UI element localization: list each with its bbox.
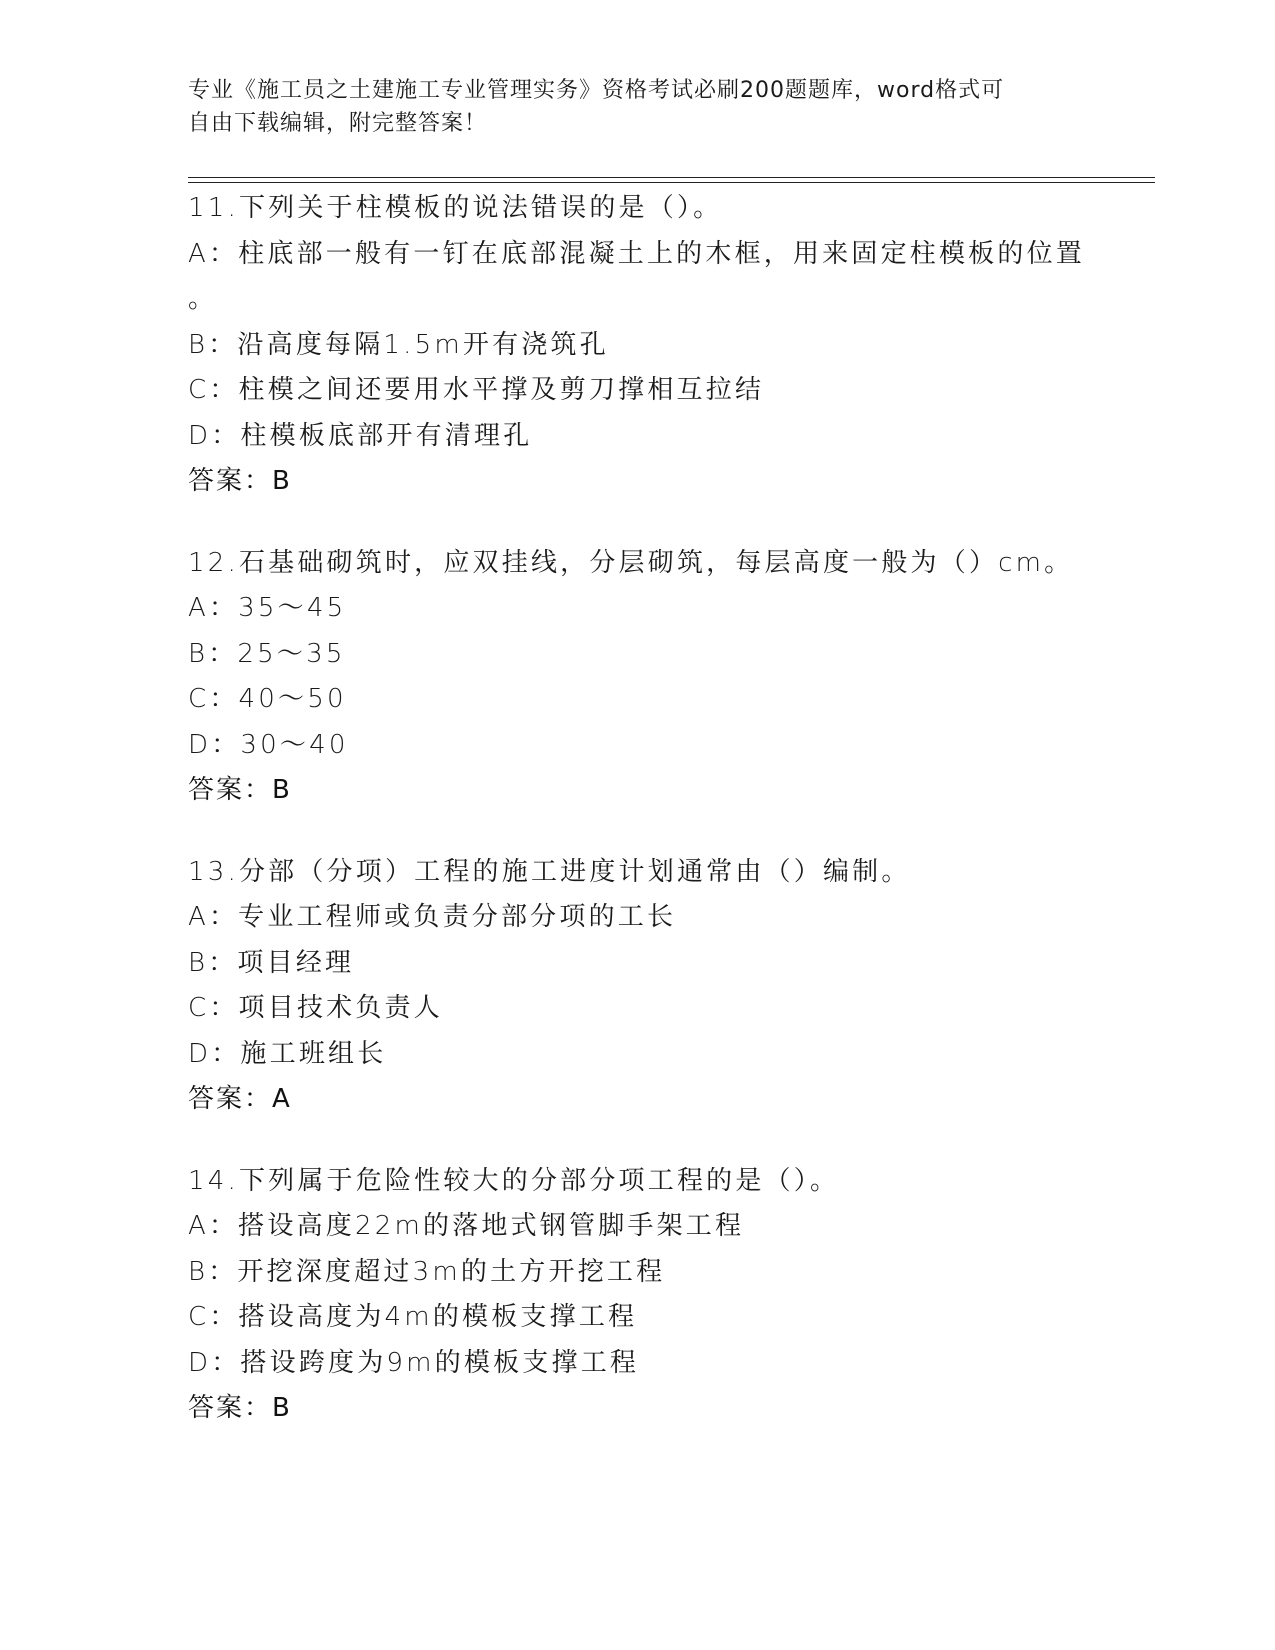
question-stem: 12.石基础砌筑时，应双挂线，分层砌筑，每层高度一般为（）cm。 bbox=[188, 547, 1074, 578]
answer-text: 答案：B bbox=[188, 466, 292, 496]
option-a-continuation: 。 bbox=[188, 284, 218, 314]
question-stem: 13.分部（分项）工程的施工进度计划通常由（）编制。 bbox=[188, 856, 911, 887]
option-c: C：搭设高度为4m的模板支撑工程 bbox=[188, 1302, 638, 1332]
option-c: C：柱模之间还要用水平撑及剪刀撑相互拉结 bbox=[188, 375, 765, 405]
answer-text: 答案：B bbox=[188, 775, 292, 805]
answer-text: 答案：B bbox=[188, 1393, 292, 1423]
answer-text: 答案：A bbox=[188, 1084, 292, 1114]
header-divider-bottom bbox=[188, 182, 1155, 183]
option-c: C：项目技术负责人 bbox=[188, 993, 443, 1023]
option-d: D：柱模板底部开有清理孔 bbox=[188, 420, 533, 451]
header-divider-top bbox=[188, 177, 1155, 178]
question-list bbox=[188, 186, 1148, 1468]
question-stem: 14.下列属于危险性较大的分部分项工程的是（）。 bbox=[188, 1165, 840, 1196]
question-item bbox=[188, 1159, 1148, 1432]
header-line-2: 自由下载编辑，附完整答案！ bbox=[188, 111, 488, 136]
option-d: D：施工班组长 bbox=[188, 1038, 387, 1069]
option-b: B：25～35 bbox=[188, 638, 346, 669]
option-b: B：开挖深度超过3m的土方开挖工程 bbox=[188, 1256, 666, 1287]
option-d: D：搭设跨度为9m的模板支撑工程 bbox=[188, 1347, 640, 1378]
question-stem: 11.下列关于柱模板的说法错误的是（）。 bbox=[188, 193, 723, 223]
option-a: A：柱底部一般有一钉在底部混凝土上的木框，用来固定柱模板的位置 bbox=[188, 238, 1085, 269]
option-c: C：40～50 bbox=[188, 684, 347, 714]
question-item bbox=[188, 186, 1148, 505]
option-d: D：30～40 bbox=[188, 729, 349, 760]
header-line-1: 专业《施工员之土建施工专业管理实务》资格考试必刷200题题库，word格式可 bbox=[188, 78, 1005, 103]
question-item bbox=[188, 850, 1148, 1123]
option-b: B：沿高度每隔1.5m开有浇筑孔 bbox=[188, 329, 609, 360]
option-a: A：搭设高度22m的落地式钢管脚手架工程 bbox=[188, 1211, 745, 1241]
option-a: A：35～45 bbox=[188, 593, 347, 623]
option-b: B：项目经理 bbox=[188, 947, 355, 978]
document-header bbox=[188, 74, 1088, 140]
question-item bbox=[188, 541, 1148, 814]
option-a: A：专业工程师或负责分部分项的工长 bbox=[188, 902, 677, 932]
